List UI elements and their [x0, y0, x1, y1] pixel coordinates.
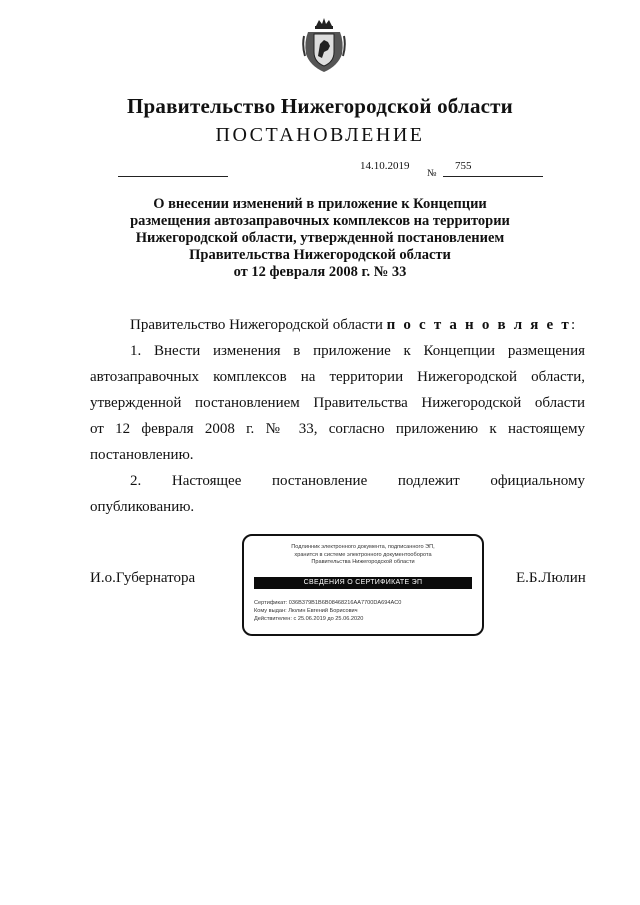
- title-line: О внесении изменений в приложение к Концепции: [153, 196, 487, 212]
- certificate-validity: Действителен: с 25.06.2019 до 25.06.2020: [254, 616, 364, 622]
- title-line: Нижегородской области, утвержденной постановлением: [135, 230, 505, 246]
- number-sign: №: [427, 168, 437, 179]
- stamp-header-line: Подлинник электронного документа, подписанного ЭП,: [291, 544, 435, 550]
- paragraph-line: утвержденной постановлением Правительства Нижегородской области: [90, 395, 585, 411]
- paragraph-1: [90, 338, 585, 468]
- stamp-header-line: Правительства Нижегородской области: [311, 559, 415, 565]
- e-signature-stamp: [242, 534, 484, 636]
- stamp-header-line: хранится в системе электронного документооборота: [294, 551, 432, 558]
- preamble: [130, 312, 575, 338]
- stamp-header: [244, 544, 482, 567]
- document-title: [0, 196, 640, 281]
- paragraph-line: 2. Настоящее постановление подлежит официальному: [130, 473, 585, 489]
- paragraph-line: от 12 февраля 2008 г. № 33, согласно приложению к настоящему: [90, 421, 585, 437]
- certificate-serial: Сертификат: 036B379B1B6B08468216AA7700DA694AC0: [254, 600, 402, 606]
- government-name: Правительство Нижегородской области: [127, 94, 513, 118]
- paragraph-2: [90, 468, 585, 520]
- document-kind: ПОСТАНОВЛЕНИЕ: [215, 124, 425, 146]
- document-date: 14.10.2019: [360, 160, 410, 172]
- document-number: 755: [455, 160, 472, 172]
- number-line: [443, 176, 543, 177]
- paragraph-line: опубликованию.: [90, 499, 195, 515]
- title-line: от 12 февраля 2008 г. № 33: [233, 264, 407, 280]
- paragraph-line: автозаправочных комплексов на территории Нижегородской области,: [90, 369, 585, 385]
- preamble-verb: п о с т а н о в л я е т: [386, 317, 571, 333]
- signatory-name: Е.Б.Люлин: [516, 570, 586, 586]
- title-line: Правительства Нижегородской области: [189, 247, 451, 263]
- coat-of-arms-icon: [302, 16, 346, 74]
- signatory-position: И.о.Губернатора: [90, 570, 196, 586]
- title-line: размещения автозаправочных комплексов на территории: [130, 213, 510, 229]
- certificate-owner: Кому выдан: Люлин Евгений Борисович: [254, 608, 358, 614]
- paragraph-line: 1. Внести изменения в приложение к Концепции размещения: [130, 343, 585, 359]
- paragraph-line: постановлению.: [90, 447, 194, 463]
- certificate-band: СВЕДЕНИЯ О СЕРТИФИКАТЕ ЭП: [254, 577, 472, 589]
- date-line: [118, 176, 228, 177]
- preamble-tail: :: [570, 317, 576, 333]
- preamble-subject: Правительство Нижегородской области: [130, 317, 383, 333]
